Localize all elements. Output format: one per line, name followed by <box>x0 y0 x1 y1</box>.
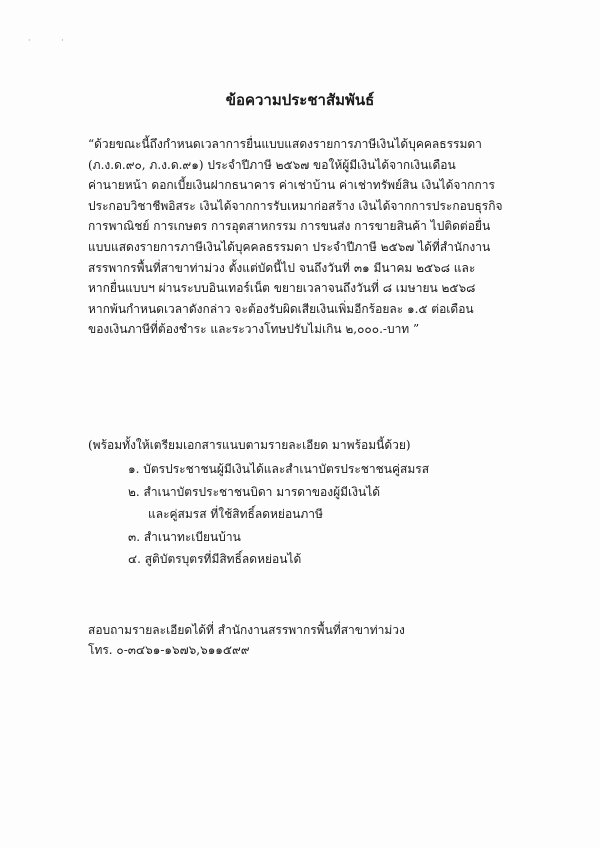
body-line: หากยื่นแบบฯ ผ่านระบบอินเทอร์เน็ต ขยายเวลาจนถึงวันที่ ๘ เมษายน ๒๕๖๘ <box>88 281 476 296</box>
body-line: หากพ้นกำหนดเวลาดังกล่าว จะต้องรับผิดเสียเงินเพิ่มอีกร้อยละ ๑.๕ ต่อเดือน <box>88 301 474 316</box>
body-line: แบบแสดงรายการภาษีเงินได้บุคคลธรรมดา ประจำปีภาษี ๒๕๖๗ ได้ที่สำนักงาน <box>88 239 491 254</box>
document-item: ๔. สูติบัตรบุตรที่มีสิทธิ์ลดหย่อนได้ <box>128 552 302 566</box>
documents-intro: (พร้อมทั้งให้เตรียมเอกสารแนบตามรายละเอียด มาพร้อมนี้ด้วย) <box>88 438 411 452</box>
contact-info <box>88 620 528 660</box>
scan-specks: · · <box>28 36 78 45</box>
body-line: การพาณิชย์ การเกษตร การอุตสาหกรรม การขนส่ง การขายสินค้า ไปติดต่อยื่น <box>88 219 491 234</box>
body-line: “ด้วยขณะนี้ถึงกำหนดเวลาการยื่นแบบแสดงรายการภาษีเงินได้บุคคลธรรมดา <box>88 137 482 151</box>
document-item: ๓. สำเนาทะเบียนบ้าน <box>128 529 241 544</box>
document-item: ๑. บัตรประชาชนผู้มีเงินได้และสำเนาบัตรประชาชนคู่สมรส <box>128 462 430 476</box>
announcement-title: ข้อความประชาสัมพันธ์ <box>225 91 375 109</box>
documents-list <box>128 461 528 574</box>
body-line: สรรพากรพื้นที่สาขาท่าม่วง ตั้งแต่บัดนี้ไป จนถึงวันที่ ๓๑ มีนาคม ๒๕๖๘ และ <box>88 260 476 275</box>
contact-phone: โทร. ๐-๓๔๖๑-๑๖๗๖,๖๑๑๕๙๙ <box>88 643 250 657</box>
body-line: ค่านายหน้า ดอกเบี้ยเงินฝากธนาคาร ค่าเช่าบ้าน ค่าเช่าทรัพย์สิน เงินได้จากการ <box>88 178 495 193</box>
body-line: (ภ.ง.ด.๙๐, ภ.ง.ด.๙๑) ประจำปีภาษี ๒๕๖๗ ขอให้ผู้มีเงินได้จากเงินเดือน <box>88 157 456 172</box>
body-line: ประกอบวิชาชีพอิสระ เงินได้จากการรับเหมาก่อสร้าง เงินได้จากการประกอบธุรกิจ <box>88 198 503 213</box>
announcement-body <box>88 134 528 340</box>
document-item-continuation: และคู่สมรส ที่ใช้สิทธิ์ลดหย่อนภาษี <box>148 507 323 521</box>
contact-office: สอบถามรายละเอียดได้ที่ สำนักงานสรรพากรพื้นที่สาขาท่าม่วง <box>88 623 405 637</box>
body-line: ของเงินภาษีที่ต้องชำระ และระวางโทษปรับไม่เกิน ๒,๐๐๐.-บาท ” <box>88 322 420 337</box>
document-item: ๒. สำเนาบัตรประชาชนบิดา มารดาของผู้มีเงินได้ <box>128 484 381 499</box>
